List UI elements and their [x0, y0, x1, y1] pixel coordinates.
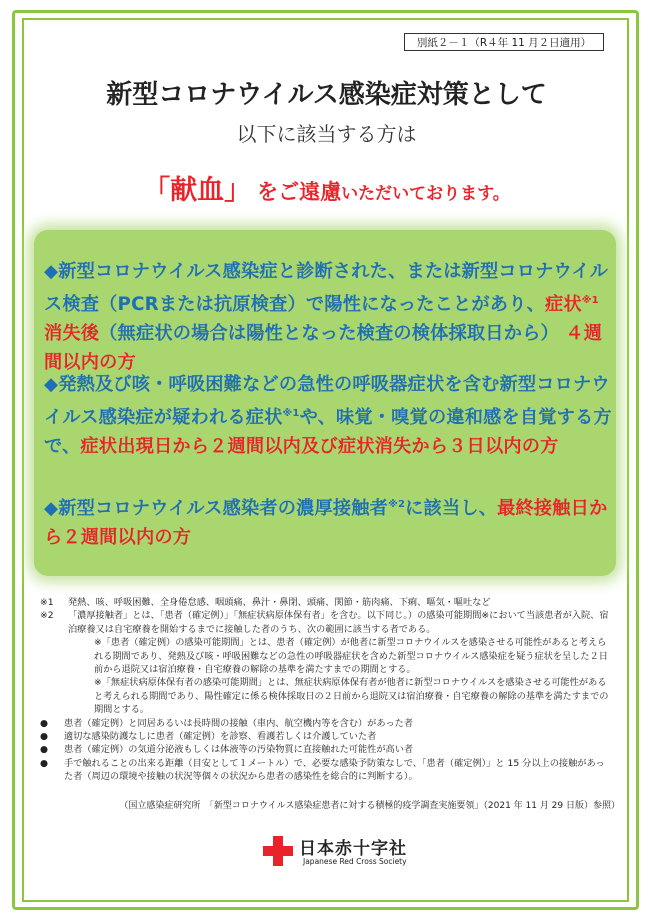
criteria-item-3 — [44, 490, 612, 552]
item-text: （無症状の場合は陽性となった検査の検体採取日から） — [99, 323, 559, 345]
contact-criterion-4 — [40, 757, 612, 784]
footnote-ref: ※1 — [282, 408, 300, 419]
footnote-1 — [40, 596, 612, 609]
footnote-text: 「濃厚接触者」とは、「患者（確定例）」「無症状病原体保有者」を含む。以下同じ。）の感染可能期間※において当該患者が入院、宿泊療養又は自宅療養を開始するまでに接触した者のうち、次の範囲に該当する者である。 — [68, 610, 609, 635]
page-title: 新型コロナウイルス感染症対策として — [106, 80, 547, 110]
contact-criterion-2 — [40, 730, 612, 743]
criterion-text: 適切な感染防護なしに患者（確定例）を診察、看護若しくは介護していた者 — [64, 731, 377, 743]
emphasis-tail: いただいております。 — [341, 184, 510, 204]
logo-name-jp: 日本赤十字社 — [299, 839, 407, 859]
footnote-ref: ※2 — [388, 499, 406, 510]
logo-name-en: Japanese Red Cross Society — [303, 857, 407, 866]
item-highlight: 消失後 — [44, 323, 100, 345]
item-highlight: ４週間以内の方 — [44, 323, 603, 374]
item-highlight: 症状 — [544, 294, 582, 316]
bullet-icon: ● — [40, 717, 49, 729]
item-text: 新型コロナウイルス感染症と診断された、または新型コロナウイルス検査（PCRまたは抗原検査）で陽性になったことがあり、 — [44, 261, 609, 316]
footnote-2a: ※「患者（確定例）の感染可能期間」とは、患者（確定例）が他者に新型コロナウイルスを感染させる可能性があると考えられる期間であり、発熱及び咳・呼吸困難などの急性の呼吸器症状を含めた新型コロナウイルス感染症を疑う症状を呈した２日前から退院又は宿泊療養・自宅療養の解除の基準を満たすまでの期間とする。 — [94, 637, 608, 676]
emphasis-verb: をご遠慮 — [257, 180, 342, 204]
emphasis-line — [0, 168, 653, 207]
footnote-2 — [40, 609, 612, 636]
criteria-item-2 — [44, 370, 612, 461]
item-text: 発熱及び咳・呼吸困難などの急性の呼吸器症状を含む新型コロナウイルス感染症が疑われる症状 — [44, 374, 610, 429]
diamond-bullet-icon: ◆ — [44, 498, 59, 520]
footnote-2b: ※「無症状病原体保有者の感染可能期間」とは、無症状病原体保有者が他者に新型コロナウイルスを感染させる可能性があると考えられる期間であり、陽性確定に係る検体採取日の２日前から退院又は宿泊療養・自宅療養の解除の基準を満たすまでの期間とする。 — [94, 677, 609, 716]
emphasis-word: 「献血」 — [143, 175, 252, 206]
source-citation: （国立感染症研究所 「新型コロナウイルス感染症患者に対する積極的疫学調査実施要領」（2021 年 11 月 29 日版）参照） — [119, 801, 620, 811]
item-highlight: 症状出現日から２週間以内及び症状消失から３日以内の方 — [80, 436, 559, 458]
bullet-icon: ● — [40, 731, 49, 743]
bullet-icon: ● — [40, 744, 49, 756]
diamond-bullet-icon: ◆ — [44, 374, 59, 395]
item-text: に該当し、 — [405, 498, 498, 520]
page-subtitle: 以下に該当する方は — [236, 122, 417, 146]
criterion-text: 患者（確定例）と同居あるいは長時間の接触（車内、航空機内等を含む）があった者 — [64, 717, 414, 729]
red-cross-logo — [263, 832, 407, 872]
footnote-mark: ※1 — [40, 597, 54, 608]
footnote-text: 発熱、咳、呼吸困難、全身倦怠感、咽頭痛、鼻汁・鼻閉、頭痛、関節・筋肉痛、下痢、嘔気・嘔吐など — [68, 597, 491, 608]
contact-criterion-3 — [40, 743, 612, 756]
item-text: や、味覚・嗅覚の違和感を自覚する方で、 — [44, 407, 612, 458]
reference-label: 別紙２－１（R４年 11 月２日適用） — [404, 33, 604, 51]
footnotes — [40, 596, 612, 784]
criterion-text: 患者（確定例）の気道分泌液もしくは体液等の汚染物質に直接触れた可能性が高い者 — [64, 744, 414, 756]
criteria-item-1 — [44, 257, 612, 377]
item-highlight: 最終接触日から２週間以内の方 — [44, 498, 608, 549]
criterion-text: 手で触れることの出来る距離（目安として１メートル）で、必要な感染予防策なしで、「患者（確定例）」と 15 分以上の接触があった者（周辺の環境や接触の状況等個々の状況から患者の感染性を総合的に判断する）。 — [64, 757, 605, 783]
footnote-ref: ※1 — [581, 295, 599, 306]
diamond-bullet-icon: ◆ — [44, 261, 59, 282]
bullet-icon: ● — [40, 757, 49, 769]
item-text: 新型コロナウイルス感染者の濃厚接触者 — [58, 498, 389, 520]
contact-criterion-1 — [40, 717, 612, 730]
footnote-mark: ※2 — [40, 610, 54, 622]
red-cross-icon — [263, 836, 293, 866]
